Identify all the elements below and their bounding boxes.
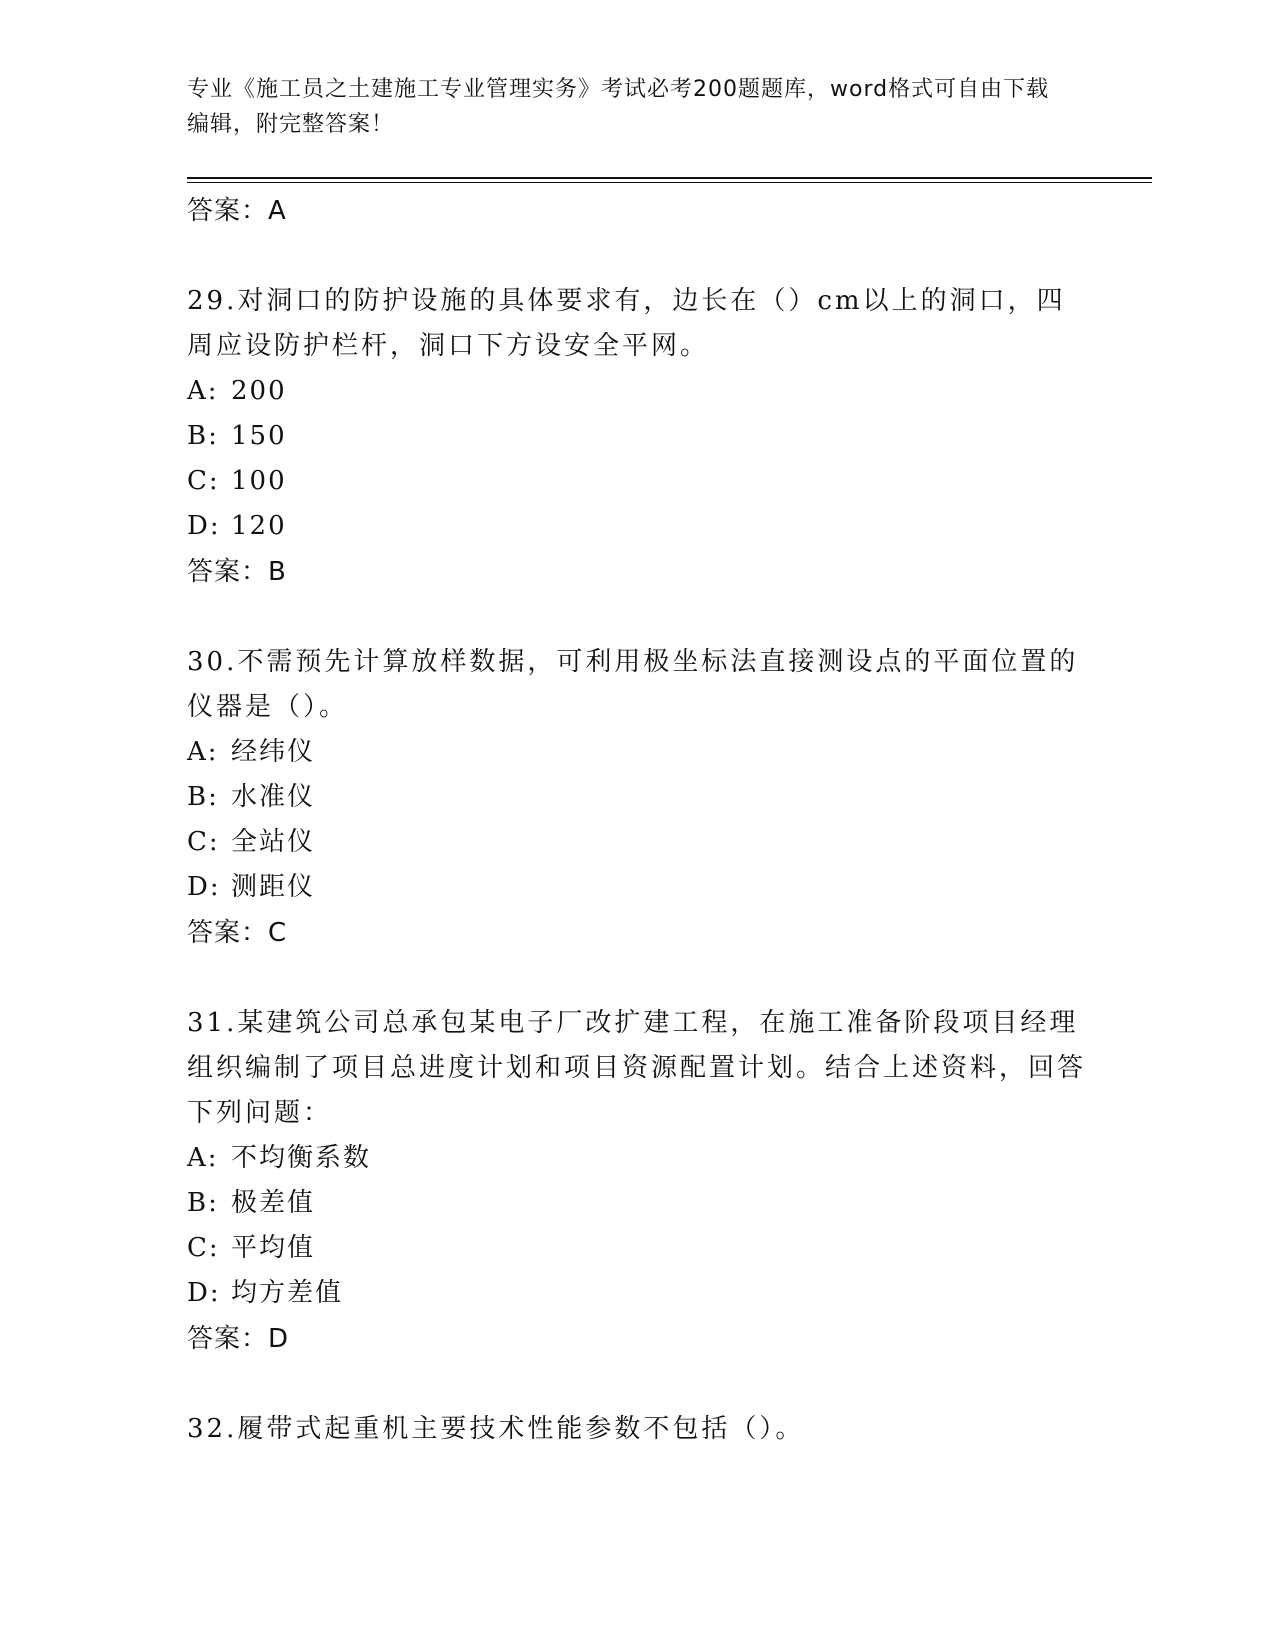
- option-letter: D:: [187, 1278, 221, 1308]
- question-block: [187, 1001, 1087, 1362]
- question-text: 29.对洞口的防护设施的具体要求有，边长在（）cm以上的洞口，四周应设防护栏杆，洞口下方设安全平网。: [187, 286, 1066, 361]
- option-letter: C:: [187, 466, 220, 496]
- option-letter: D:: [187, 511, 221, 541]
- question-block: [187, 640, 1087, 956]
- option-text: 经纬仪: [231, 737, 316, 767]
- option-b: [187, 775, 1087, 820]
- answer-line: 答案：D: [187, 1324, 290, 1354]
- question-block: [187, 1407, 1087, 1452]
- option-letter: A:: [187, 1143, 219, 1173]
- answer-line: 答案：B: [187, 557, 287, 587]
- option-text: 120: [231, 511, 287, 541]
- question-block: [187, 279, 1087, 595]
- option-a: [187, 1136, 1087, 1181]
- header-rule-thin: [187, 182, 1152, 183]
- option-letter: B:: [187, 421, 219, 451]
- option-d: [187, 504, 1087, 549]
- option-text: 测距仪: [231, 872, 316, 902]
- option-letter: C:: [187, 1233, 220, 1263]
- option-b: [187, 414, 1087, 459]
- option-text: 极差值: [231, 1188, 316, 1218]
- answer-line: 答案：C: [187, 918, 288, 948]
- option-text: 全站仪: [231, 827, 316, 857]
- option-text: 100: [231, 466, 287, 496]
- question-text: 30.不需预先计算放样数据，可利用极坐标法直接测设点的平面位置的仪器是（）。: [187, 647, 1079, 722]
- option-d: [187, 1271, 1087, 1316]
- option-text: 平均值: [231, 1233, 316, 1263]
- option-c: [187, 459, 1087, 504]
- option-text: 不均衡系数: [231, 1143, 372, 1173]
- option-a: [187, 369, 1087, 414]
- header-rule-thick: [187, 177, 1152, 179]
- answer-line: 答案：A: [187, 196, 287, 226]
- option-text: 均方差值: [231, 1278, 344, 1308]
- option-text: 200: [231, 376, 287, 406]
- option-d: [187, 865, 1087, 910]
- option-c: [187, 1226, 1087, 1271]
- option-letter: C:: [187, 827, 220, 857]
- option-text: 水准仪: [231, 782, 316, 812]
- option-letter: B:: [187, 1188, 219, 1218]
- option-a: [187, 730, 1087, 775]
- option-b: [187, 1181, 1087, 1226]
- document-header: 专业《施工员之土建施工专业管理实务》考试必考200题题库，word格式可自由下载编辑，附完整答案！: [187, 77, 1050, 137]
- option-letter: D:: [187, 872, 221, 902]
- option-letter: A:: [187, 376, 219, 406]
- option-letter: B:: [187, 782, 219, 812]
- question-text: 32.履带式起重机主要技术性能参数不包括（）。: [187, 1414, 805, 1444]
- option-text: 150: [231, 421, 287, 451]
- option-letter: A:: [187, 737, 219, 767]
- question-list: [187, 188, 1087, 1452]
- question-text: 31.某建筑公司总承包某电子厂改扩建工程，在施工准备阶段项目经理组织编制了项目总进度计划和项目资源配置计划。结合上述资料，回答下列问题：: [187, 1008, 1087, 1128]
- option-c: [187, 820, 1087, 865]
